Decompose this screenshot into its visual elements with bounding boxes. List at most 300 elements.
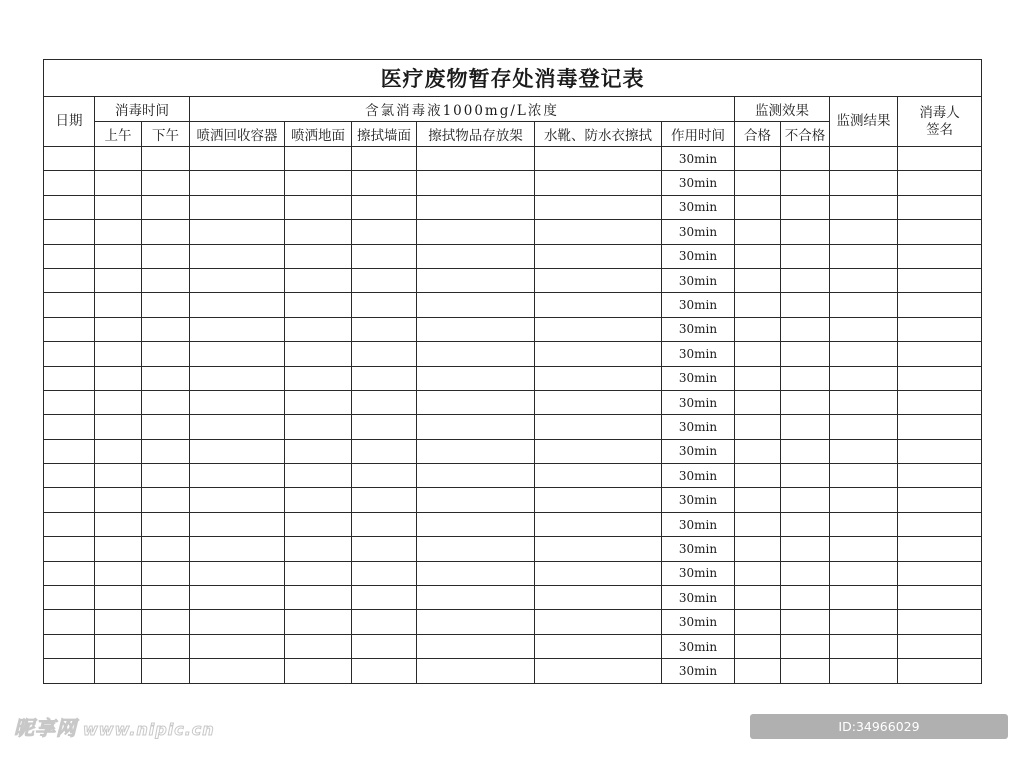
cell-boots-clothes[interactable] xyxy=(535,195,662,219)
cell-wipe-shelf[interactable] xyxy=(417,195,535,219)
cell-monitor-result[interactable] xyxy=(830,537,898,561)
table-row xyxy=(44,171,982,195)
cell-morning[interactable] xyxy=(95,610,142,634)
cell-afternoon[interactable] xyxy=(142,488,190,512)
cell-wipe-wall[interactable] xyxy=(352,537,417,561)
cell-action-time: 30min xyxy=(662,659,735,683)
header-disinfect-time: 消毒时间 xyxy=(95,97,190,122)
cell-morning[interactable] xyxy=(95,464,142,488)
cell-date[interactable] xyxy=(44,195,95,219)
cell-unqualified[interactable] xyxy=(781,464,830,488)
cell-afternoon[interactable] xyxy=(142,220,190,244)
cell-signer[interactable] xyxy=(898,195,982,219)
cell-boots-clothes[interactable] xyxy=(535,634,662,658)
cell-morning[interactable] xyxy=(95,537,142,561)
table-row xyxy=(44,586,982,610)
cell-wipe-wall[interactable] xyxy=(352,561,417,585)
cell-qualified[interactable] xyxy=(735,366,781,390)
cell-date[interactable] xyxy=(44,586,95,610)
cell-signer[interactable] xyxy=(898,610,982,634)
cell-action-time: 30min xyxy=(662,317,735,341)
cell-spray-floor[interactable] xyxy=(285,537,352,561)
cell-action-time: 30min xyxy=(662,439,735,463)
cell-wipe-shelf[interactable] xyxy=(417,390,535,414)
cell-spray-floor[interactable] xyxy=(285,512,352,536)
cell-afternoon[interactable] xyxy=(142,464,190,488)
cell-afternoon[interactable] xyxy=(142,366,190,390)
cell-monitor-result[interactable] xyxy=(830,464,898,488)
cell-wipe-shelf[interactable] xyxy=(417,317,535,341)
cell-afternoon[interactable] xyxy=(142,317,190,341)
cell-wipe-wall[interactable] xyxy=(352,610,417,634)
cell-monitor-result[interactable] xyxy=(830,439,898,463)
cell-unqualified[interactable] xyxy=(781,561,830,585)
cell-unqualified[interactable] xyxy=(781,244,830,268)
cell-qualified[interactable] xyxy=(735,415,781,439)
cell-date[interactable] xyxy=(44,268,95,292)
cell-signer[interactable] xyxy=(898,171,982,195)
cell-action-time: 30min xyxy=(662,293,735,317)
cell-action-time: 30min xyxy=(662,268,735,292)
cell-unqualified[interactable] xyxy=(781,195,830,219)
cell-wipe-wall[interactable] xyxy=(352,464,417,488)
cell-action-time: 30min xyxy=(662,244,735,268)
cell-signer[interactable] xyxy=(898,415,982,439)
cell-morning[interactable] xyxy=(95,488,142,512)
cell-afternoon[interactable] xyxy=(142,537,190,561)
cell-spray-floor[interactable] xyxy=(285,268,352,292)
cell-boots-clothes[interactable] xyxy=(535,561,662,585)
cell-wipe-shelf[interactable] xyxy=(417,342,535,366)
cell-boots-clothes[interactable] xyxy=(535,147,662,171)
cell-afternoon[interactable] xyxy=(142,244,190,268)
cell-morning[interactable] xyxy=(95,586,142,610)
cell-action-time: 30min xyxy=(662,610,735,634)
cell-wipe-wall[interactable] xyxy=(352,415,417,439)
cell-spray-floor[interactable] xyxy=(285,610,352,634)
cell-signer[interactable] xyxy=(898,220,982,244)
cell-qualified[interactable] xyxy=(735,317,781,341)
cell-wipe-wall[interactable] xyxy=(352,659,417,683)
table-row xyxy=(44,488,982,512)
cell-date[interactable] xyxy=(44,561,95,585)
cell-morning[interactable] xyxy=(95,317,142,341)
cell-morning[interactable] xyxy=(95,366,142,390)
cell-afternoon[interactable] xyxy=(142,268,190,292)
cell-wipe-shelf[interactable] xyxy=(417,220,535,244)
cell-qualified[interactable] xyxy=(735,220,781,244)
cell-afternoon[interactable] xyxy=(142,171,190,195)
cell-spray-container[interactable] xyxy=(190,147,285,171)
cell-spray-floor[interactable] xyxy=(285,342,352,366)
cell-spray-container[interactable] xyxy=(190,610,285,634)
cell-morning[interactable] xyxy=(95,268,142,292)
cell-wipe-shelf[interactable] xyxy=(417,586,535,610)
cell-signer[interactable] xyxy=(898,147,982,171)
cell-qualified[interactable] xyxy=(735,439,781,463)
cell-spray-container[interactable] xyxy=(190,439,285,463)
cell-boots-clothes[interactable] xyxy=(535,390,662,414)
cell-action-time: 30min xyxy=(662,366,735,390)
cell-spray-container[interactable] xyxy=(190,171,285,195)
cell-qualified[interactable] xyxy=(735,342,781,366)
cell-spray-container[interactable] xyxy=(190,390,285,414)
cell-unqualified[interactable] xyxy=(781,293,830,317)
cell-qualified[interactable] xyxy=(735,195,781,219)
cell-wipe-shelf[interactable] xyxy=(417,147,535,171)
cell-unqualified[interactable] xyxy=(781,488,830,512)
cell-qualified[interactable] xyxy=(735,171,781,195)
cell-unqualified[interactable] xyxy=(781,610,830,634)
cell-monitor-result[interactable] xyxy=(830,488,898,512)
cell-monitor-result[interactable] xyxy=(830,634,898,658)
cell-boots-clothes[interactable] xyxy=(535,293,662,317)
cell-morning[interactable] xyxy=(95,634,142,658)
table-row xyxy=(44,561,982,585)
cell-wipe-shelf[interactable] xyxy=(417,268,535,292)
cell-date[interactable] xyxy=(44,293,95,317)
cell-spray-floor[interactable] xyxy=(285,366,352,390)
cell-signer[interactable] xyxy=(898,244,982,268)
watermark-site xyxy=(14,712,215,741)
header-signer xyxy=(898,97,982,147)
cell-wipe-wall[interactable] xyxy=(352,439,417,463)
cell-qualified[interactable] xyxy=(735,659,781,683)
cell-signer[interactable] xyxy=(898,390,982,414)
cell-spray-floor[interactable] xyxy=(285,293,352,317)
cell-monitor-result[interactable] xyxy=(830,366,898,390)
cell-spray-floor[interactable] xyxy=(285,586,352,610)
cell-morning[interactable] xyxy=(95,171,142,195)
cell-date[interactable] xyxy=(44,512,95,536)
cell-unqualified[interactable] xyxy=(781,390,830,414)
cell-spray-container[interactable] xyxy=(190,464,285,488)
cell-signer[interactable] xyxy=(898,293,982,317)
cell-wipe-wall[interactable] xyxy=(352,195,417,219)
cell-unqualified[interactable] xyxy=(781,171,830,195)
cell-wipe-shelf[interactable] xyxy=(417,415,535,439)
cell-signer[interactable] xyxy=(898,366,982,390)
cell-boots-clothes[interactable] xyxy=(535,512,662,536)
cell-monitor-result[interactable] xyxy=(830,220,898,244)
cell-signer[interactable] xyxy=(898,439,982,463)
cell-qualified[interactable] xyxy=(735,634,781,658)
cell-afternoon[interactable] xyxy=(142,390,190,414)
cell-monitor-result[interactable] xyxy=(830,147,898,171)
cell-wipe-wall[interactable] xyxy=(352,171,417,195)
cell-spray-container[interactable] xyxy=(190,342,285,366)
cell-spray-container[interactable] xyxy=(190,512,285,536)
cell-signer[interactable] xyxy=(898,537,982,561)
cell-wipe-wall[interactable] xyxy=(352,390,417,414)
cell-qualified[interactable] xyxy=(735,586,781,610)
cell-boots-clothes[interactable] xyxy=(535,586,662,610)
cell-afternoon[interactable] xyxy=(142,561,190,585)
cell-monitor-result[interactable] xyxy=(830,317,898,341)
cell-spray-container[interactable] xyxy=(190,366,285,390)
cell-morning[interactable] xyxy=(95,512,142,536)
cell-boots-clothes[interactable] xyxy=(535,244,662,268)
cell-wipe-wall[interactable] xyxy=(352,512,417,536)
cell-date[interactable] xyxy=(44,634,95,658)
cell-wipe-wall[interactable] xyxy=(352,244,417,268)
cell-wipe-shelf[interactable] xyxy=(417,634,535,658)
cell-monitor-result[interactable] xyxy=(830,195,898,219)
cell-spray-floor[interactable] xyxy=(285,317,352,341)
cell-monitor-result[interactable] xyxy=(830,244,898,268)
cell-wipe-wall[interactable] xyxy=(352,293,417,317)
cell-signer[interactable] xyxy=(898,317,982,341)
cell-monitor-result[interactable] xyxy=(830,659,898,683)
cell-qualified[interactable] xyxy=(735,561,781,585)
cell-action-time: 30min xyxy=(662,342,735,366)
cell-monitor-result[interactable] xyxy=(830,268,898,292)
cell-wipe-wall[interactable] xyxy=(352,342,417,366)
cell-unqualified[interactable] xyxy=(781,342,830,366)
cell-wipe-shelf[interactable] xyxy=(417,293,535,317)
cell-spray-floor[interactable] xyxy=(285,220,352,244)
document-title: 医疗废物暂存处消毒登记表 xyxy=(44,60,982,97)
cell-signer[interactable] xyxy=(898,342,982,366)
cell-unqualified[interactable] xyxy=(781,537,830,561)
cell-boots-clothes[interactable] xyxy=(535,342,662,366)
cell-morning[interactable] xyxy=(95,439,142,463)
table-row xyxy=(44,537,982,561)
cell-wipe-shelf[interactable] xyxy=(417,512,535,536)
cell-spray-floor[interactable] xyxy=(285,659,352,683)
cell-wipe-wall[interactable] xyxy=(352,488,417,512)
cell-date[interactable] xyxy=(44,390,95,414)
cell-signer[interactable] xyxy=(898,512,982,536)
cell-spray-container[interactable] xyxy=(190,659,285,683)
cell-monitor-result[interactable] xyxy=(830,171,898,195)
cell-wipe-shelf[interactable] xyxy=(417,244,535,268)
header-unqualified: 不合格 xyxy=(781,122,830,147)
cell-unqualified[interactable] xyxy=(781,586,830,610)
cell-spray-container[interactable] xyxy=(190,586,285,610)
cell-unqualified[interactable] xyxy=(781,634,830,658)
cell-afternoon[interactable] xyxy=(142,439,190,463)
cell-date[interactable] xyxy=(44,317,95,341)
cell-wipe-shelf[interactable] xyxy=(417,488,535,512)
cell-spray-floor[interactable] xyxy=(285,390,352,414)
cell-spray-container[interactable] xyxy=(190,220,285,244)
cell-qualified[interactable] xyxy=(735,268,781,292)
cell-date[interactable] xyxy=(44,488,95,512)
cell-unqualified[interactable] xyxy=(781,317,830,341)
table-row xyxy=(44,244,982,268)
cell-unqualified[interactable] xyxy=(781,439,830,463)
cell-wipe-shelf[interactable] xyxy=(417,561,535,585)
cell-morning[interactable] xyxy=(95,195,142,219)
cell-qualified[interactable] xyxy=(735,147,781,171)
header-monitor-result: 监测结果 xyxy=(830,97,898,147)
cell-spray-floor[interactable] xyxy=(285,415,352,439)
cell-spray-floor[interactable] xyxy=(285,439,352,463)
cell-spray-floor[interactable] xyxy=(285,147,352,171)
cell-afternoon[interactable] xyxy=(142,659,190,683)
cell-date[interactable] xyxy=(44,220,95,244)
cell-qualified[interactable] xyxy=(735,244,781,268)
cell-signer[interactable] xyxy=(898,634,982,658)
cell-unqualified[interactable] xyxy=(781,512,830,536)
cell-boots-clothes[interactable] xyxy=(535,268,662,292)
cell-unqualified[interactable] xyxy=(781,268,830,292)
cell-wipe-shelf[interactable] xyxy=(417,659,535,683)
cell-morning[interactable] xyxy=(95,342,142,366)
cell-wipe-wall[interactable] xyxy=(352,268,417,292)
cell-date[interactable] xyxy=(44,464,95,488)
cell-afternoon[interactable] xyxy=(142,293,190,317)
cell-spray-container[interactable] xyxy=(190,293,285,317)
cell-spray-container[interactable] xyxy=(190,537,285,561)
cell-monitor-result[interactable] xyxy=(830,610,898,634)
cell-afternoon[interactable] xyxy=(142,610,190,634)
table-row xyxy=(44,634,982,658)
cell-date[interactable] xyxy=(44,366,95,390)
cell-unqualified[interactable] xyxy=(781,415,830,439)
table-row xyxy=(44,317,982,341)
cell-qualified[interactable] xyxy=(735,610,781,634)
cell-spray-container[interactable] xyxy=(190,268,285,292)
cell-boots-clothes[interactable] xyxy=(535,464,662,488)
cell-afternoon[interactable] xyxy=(142,342,190,366)
cell-unqualified[interactable] xyxy=(781,147,830,171)
cell-action-time: 30min xyxy=(662,634,735,658)
cell-morning[interactable] xyxy=(95,390,142,414)
cell-boots-clothes[interactable] xyxy=(535,488,662,512)
cell-spray-floor[interactable] xyxy=(285,464,352,488)
cell-wipe-shelf[interactable] xyxy=(417,610,535,634)
cell-wipe-shelf[interactable] xyxy=(417,366,535,390)
cell-morning[interactable] xyxy=(95,561,142,585)
table-row xyxy=(44,390,982,414)
cell-spray-container[interactable] xyxy=(190,415,285,439)
cell-afternoon[interactable] xyxy=(142,147,190,171)
cell-boots-clothes[interactable] xyxy=(535,220,662,244)
cell-wipe-wall[interactable] xyxy=(352,634,417,658)
header-spray-floor: 喷洒地面 xyxy=(285,122,352,147)
cell-unqualified[interactable] xyxy=(781,659,830,683)
cell-date[interactable] xyxy=(44,439,95,463)
cell-wipe-shelf[interactable] xyxy=(417,439,535,463)
cell-morning[interactable] xyxy=(95,415,142,439)
cell-date[interactable] xyxy=(44,171,95,195)
cell-date[interactable] xyxy=(44,244,95,268)
header-spray-container: 喷洒回收容器 xyxy=(190,122,285,147)
cell-spray-floor[interactable] xyxy=(285,561,352,585)
cell-spray-floor[interactable] xyxy=(285,195,352,219)
cell-morning[interactable] xyxy=(95,244,142,268)
cell-boots-clothes[interactable] xyxy=(535,366,662,390)
cell-spray-floor[interactable] xyxy=(285,634,352,658)
cell-unqualified[interactable] xyxy=(781,220,830,244)
cell-afternoon[interactable] xyxy=(142,512,190,536)
cell-qualified[interactable] xyxy=(735,293,781,317)
cell-spray-container[interactable] xyxy=(190,195,285,219)
cell-boots-clothes[interactable] xyxy=(535,659,662,683)
cell-action-time: 30min xyxy=(662,561,735,585)
cell-boots-clothes[interactable] xyxy=(535,610,662,634)
cell-qualified[interactable] xyxy=(735,512,781,536)
cell-boots-clothes[interactable] xyxy=(535,439,662,463)
cell-signer[interactable] xyxy=(898,268,982,292)
cell-morning[interactable] xyxy=(95,659,142,683)
cell-wipe-wall[interactable] xyxy=(352,317,417,341)
cell-spray-container[interactable] xyxy=(190,561,285,585)
cell-action-time: 30min xyxy=(662,488,735,512)
cell-spray-floor[interactable] xyxy=(285,244,352,268)
cell-wipe-shelf[interactable] xyxy=(417,537,535,561)
table-row xyxy=(44,512,982,536)
cell-monitor-result[interactable] xyxy=(830,390,898,414)
cell-morning[interactable] xyxy=(95,293,142,317)
cell-date[interactable] xyxy=(44,537,95,561)
cell-spray-container[interactable] xyxy=(190,244,285,268)
disinfection-log-table xyxy=(43,59,982,684)
cell-signer[interactable] xyxy=(898,586,982,610)
cell-wipe-wall[interactable] xyxy=(352,586,417,610)
cell-date[interactable] xyxy=(44,610,95,634)
cell-date[interactable] xyxy=(44,342,95,366)
cell-boots-clothes[interactable] xyxy=(535,415,662,439)
cell-monitor-result[interactable] xyxy=(830,512,898,536)
cell-wipe-shelf[interactable] xyxy=(417,171,535,195)
cell-monitor-result[interactable] xyxy=(830,415,898,439)
cell-boots-clothes[interactable] xyxy=(535,537,662,561)
cell-action-time: 30min xyxy=(662,415,735,439)
cell-qualified[interactable] xyxy=(735,390,781,414)
watermark-id-badge: ID:34966029 NO:20251004190538891107 xyxy=(750,714,1008,739)
cell-afternoon[interactable] xyxy=(142,586,190,610)
cell-qualified[interactable] xyxy=(735,488,781,512)
cell-spray-container[interactable] xyxy=(190,317,285,341)
cell-wipe-wall[interactable] xyxy=(352,366,417,390)
cell-spray-container[interactable] xyxy=(190,488,285,512)
cell-date[interactable] xyxy=(44,147,95,171)
cell-signer[interactable] xyxy=(898,488,982,512)
cell-signer[interactable] xyxy=(898,659,982,683)
cell-qualified[interactable] xyxy=(735,537,781,561)
cell-unqualified[interactable] xyxy=(781,366,830,390)
cell-afternoon[interactable] xyxy=(142,415,190,439)
cell-wipe-wall[interactable] xyxy=(352,147,417,171)
cell-action-time: 30min xyxy=(662,537,735,561)
cell-monitor-result[interactable] xyxy=(830,561,898,585)
cell-date[interactable] xyxy=(44,659,95,683)
cell-spray-floor[interactable] xyxy=(285,171,352,195)
cell-wipe-shelf[interactable] xyxy=(417,464,535,488)
cell-afternoon[interactable] xyxy=(142,195,190,219)
cell-qualified[interactable] xyxy=(735,464,781,488)
cell-signer[interactable] xyxy=(898,464,982,488)
watermark-url: www.nipic.cn xyxy=(83,720,215,739)
cell-date[interactable] xyxy=(44,415,95,439)
cell-signer[interactable] xyxy=(898,561,982,585)
cell-spray-container[interactable] xyxy=(190,634,285,658)
cell-wipe-wall[interactable] xyxy=(352,220,417,244)
cell-morning[interactable] xyxy=(95,147,142,171)
cell-boots-clothes[interactable] xyxy=(535,317,662,341)
cell-monitor-result[interactable] xyxy=(830,293,898,317)
cell-afternoon[interactable] xyxy=(142,634,190,658)
cell-boots-clothes[interactable] xyxy=(535,171,662,195)
cell-spray-floor[interactable] xyxy=(285,488,352,512)
cell-monitor-result[interactable] xyxy=(830,586,898,610)
watermark-logo: 昵享网 xyxy=(14,716,77,740)
cell-monitor-result[interactable] xyxy=(830,342,898,366)
cell-morning[interactable] xyxy=(95,220,142,244)
